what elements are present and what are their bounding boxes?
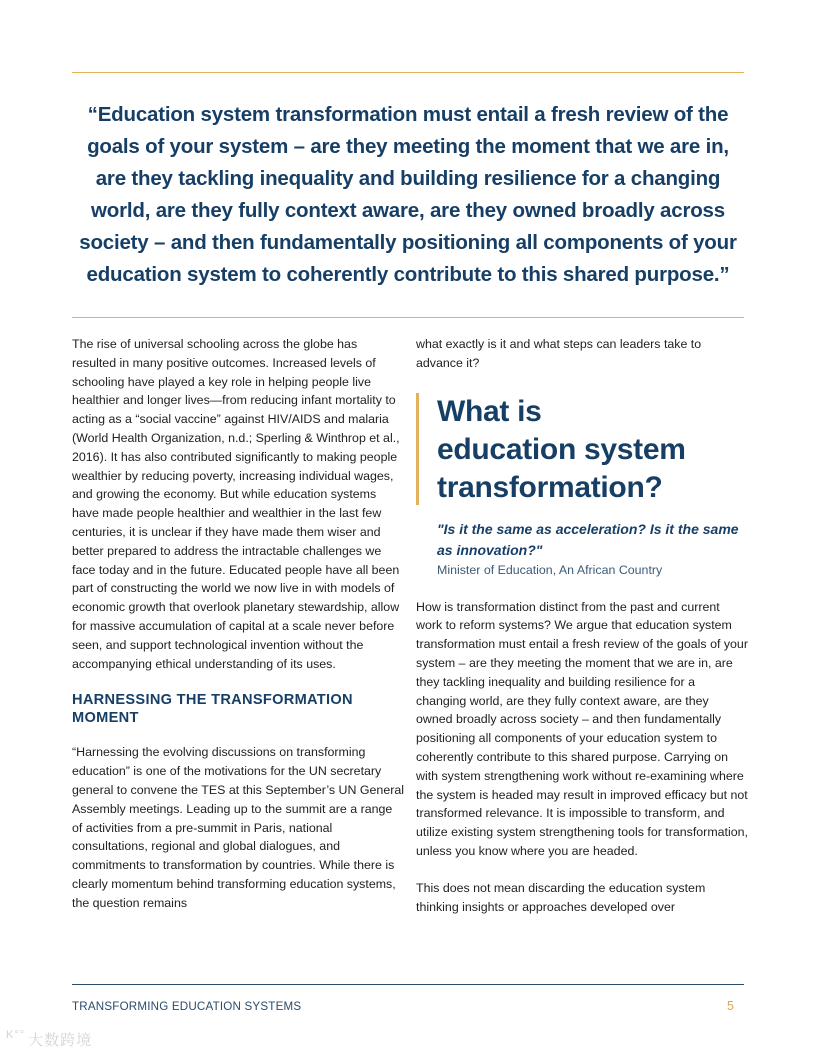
- top-divider: [72, 72, 744, 73]
- watermark: [6, 1029, 92, 1050]
- section-heading: HARNESSING THE TRANSFORMATION MOMENT: [72, 692, 353, 727]
- body-paragraph-continuation: what exactly is it and what steps can leaders take to advance it?: [416, 337, 702, 370]
- left-column: [72, 335, 404, 913]
- pull-quote-line: “Education system transformation must entail a fresh review of the: [87, 103, 729, 126]
- minister-quote-attribution: Minister of Education, An African Country: [437, 562, 663, 577]
- watermark-logo-icon: K°°: [6, 1029, 26, 1041]
- footer-divider: [72, 984, 744, 985]
- pull-quote-bottom-divider: [72, 317, 744, 318]
- pull-quote: [72, 99, 744, 291]
- spacer: [416, 580, 748, 598]
- pull-quote-line: goals of your system – are they meeting the moment that we are in,: [87, 135, 729, 158]
- sidebar-heading-line: transformation?: [437, 470, 663, 504]
- sidebar-callout: [416, 393, 748, 507]
- body-paragraph: How is transformation distinct from the past and current work to reform systems? We argue that education system transformation must entail a fresh review of the goals of your system – are they meeting the moment that we are in, are they tackling inequality and building resilience for a changing world, are they fully context aware, are they owned broadly across society – and then fundamentally positioning all components of your education system to coherently contribute to this shared purpose. Carrying on with system strengthening work without re-examining where the system is headed may result in improved efficacy but not transformed relevance. It is impossible to transform, and utilize existing system strengthening tools for transformation, unless you know where you are headed.: [416, 599, 748, 858]
- body-paragraph: This does not mean discarding the education system thinking insights or approaches developed over: [416, 880, 706, 914]
- sidebar-heading: [437, 393, 686, 507]
- watermark-text: 大数跨境: [28, 1032, 93, 1049]
- body-paragraph: “Harnessing the evolving discussions on transforming education” is one of the motivations for the UN secretary general to convene the TES at this September’s UN General Assembly meetings. Leading up to the summit are a range of activities from a pre-summit in Paris, national consultations, regional and global dialogues, and commitments to transformation by countries. While there is clearly momentum behind transforming education systems, the question remains: [72, 745, 404, 910]
- pull-quote-line: are they tackling inequality and building resilience for a changing: [95, 167, 721, 190]
- pull-quote-line: education system to coherently contribute to this shared purpose.”: [86, 263, 730, 286]
- footer-running-title: TRANSFORMING EDUCATION SYSTEMS: [72, 1000, 302, 1013]
- right-column: [416, 335, 748, 916]
- sidebar-heading-line: education system: [437, 432, 686, 466]
- spacer: [416, 861, 748, 879]
- pull-quote-line: world, are they fully context aware, are they owned broadly across: [91, 199, 725, 222]
- minister-quote: [437, 519, 748, 580]
- sidebar-accent-bar: [416, 393, 419, 505]
- minister-quote-text: "Is it the same as acceleration? Is it the same as innovation?": [437, 520, 739, 558]
- body-paragraph: The rise of universal schooling across the globe has resulted in many positive outcomes. Increased levels of schooling have played a key role in helping people live healthier and longer lives—from reducing infant mortality to acting as a “social vaccine” against HIV/AIDS and malaria (World Health Organization, n.d.; Sperling & Winthrop et al., 2016). It has also contributed significantly to making people wealthier by reducing poverty, increasing individual wages, and growing the economy. But while education systems have made people healthier and wealthier in the last few centuries, it is unclear if they have made them wiser and better prepared to address the intractable challenges we face today and in the future. Educated people have all been part of constructing the world we now live in with models of economic growth that overlook planetary stewardship, allow for massive accumulation of capital at a scale never before seen, and support technological invention without the accompanying ethical understanding of its uses.: [72, 337, 400, 671]
- page-number: 5: [727, 999, 734, 1013]
- pull-quote-line: society – and then fundamentally positioning all components of your: [79, 231, 737, 254]
- sidebar-heading-line: What is: [437, 394, 542, 428]
